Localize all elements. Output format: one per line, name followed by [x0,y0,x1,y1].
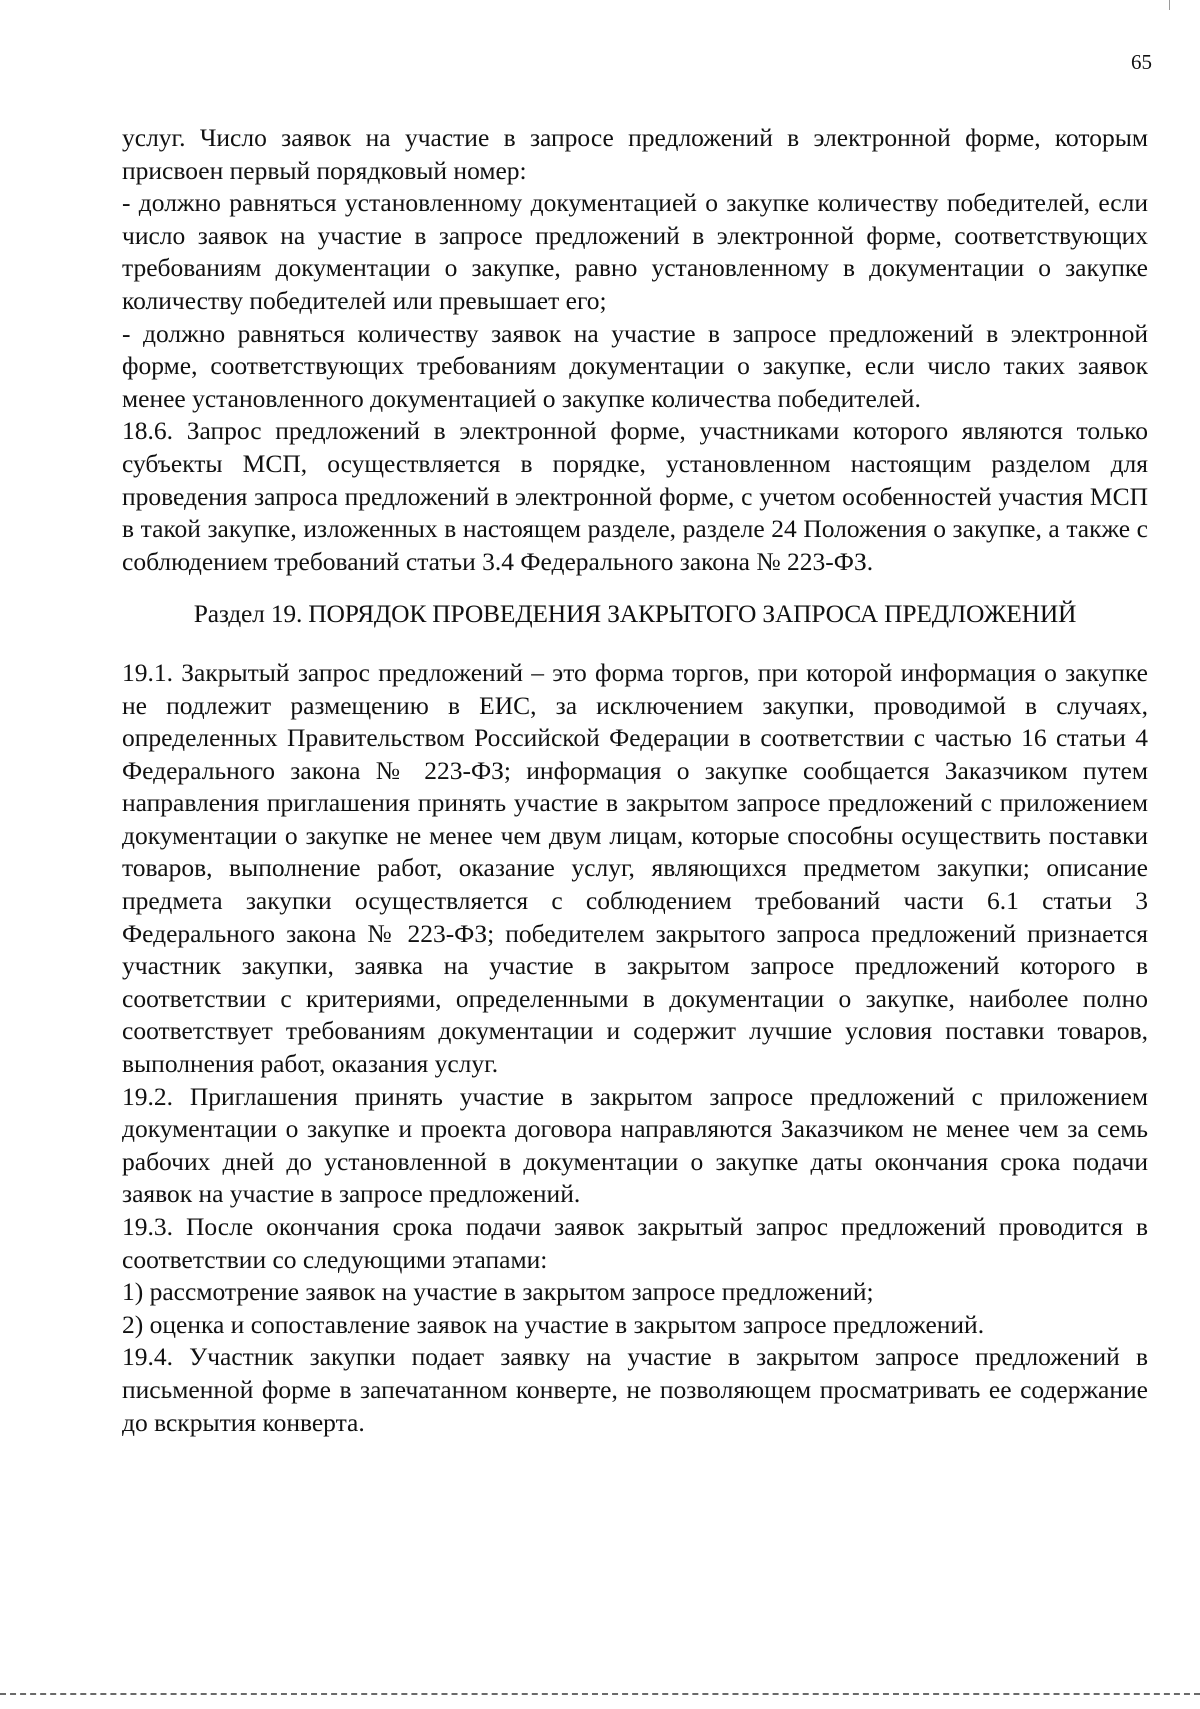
page-number: 65 [1131,50,1152,74]
scan-edge-mark [1169,0,1170,10]
list-item: 1) рассмотрение заявок на участие в закрытом запросе предложений; [122,1277,874,1307]
paragraph: услуг. Число заявок на участие в запросе предложений в электронной форме, которым присвоен первый порядковый номер: [122,123,1148,185]
paragraph-18-6: 18.6. Запрос предложений в электронной форме, участниками которого являются только субъекты МСП, осуществляется в порядке, установленном настоящим разделом для проведения запроса предложений в электронной форме, с учетом особенностей участия МСП в такой закупке, изложенных в настоящем разделе, разделе 24 Положения о закупке, а также с соблюдением требований статьи 3.4 Федерального закона № 223-ФЗ. [122,416,1148,576]
list-item: - должно равняться установленному документацией о закупке количеству победителей, если число заявок на участие в запросе предложений в электронной форме, соответствующих требованиям документации о закупке, равно установленному в документации о закупке количеству победителей или превышает его; [122,188,1148,315]
list-item: 2) оценка и сопоставление заявок на участие в закрытом запросе предложений. [122,1309,985,1339]
scan-bottom-edge [0,1693,1200,1695]
section-heading: Раздел 19. ПОРЯДОК ПРОВЕДЕНИЯ ЗАКРЫТОГО ЗАПРОСА ПРЕДЛОЖЕНИЙ [193,599,1077,629]
document-body [122,122,1148,1439]
list-item: - должно равняться количеству заявок на участие в запросе предложений в электронной форме, соответствующих требованиям документации о закупке, если число таких заявок менее установленного документацией о закупке количества победителей. [122,318,1148,413]
paragraph-19-2: 19.2. Приглашения принять участие в закрытом запросе предложений с приложением документации о закупке и проекта договора направляются Заказчиком не менее чем за семь рабочих дней до установленной в документации о закупке даты окончания срока подачи заявок на участие в запросе предложений. [122,1081,1148,1209]
paragraph-19-3: 19.3. После окончания срока подачи заявок закрытый запрос предложений проводится в соответствии со следующими этапами: [122,1212,1148,1274]
paragraph-19-1: 19.1. Закрытый запрос предложений – это форма торгов, при которой информация о закупке не подлежит размещению в ЕИС, за исключением закупки, проводимой в случаях, определенных Правительством Российской Федерации в соответствии с частью 16 статьи 4 Федерального закона № 223-ФЗ; информация о закупке сообщается Заказчиком путем направления приглашения принять участие в закрытом запросе предложений с приложением документации о закупке не менее чем двум лицам, которые способны осуществить поставки товаров, выполнение работ, оказание услуг, являющихся предметом закупки; описание предмета закупки осуществляется с соблюдением требований части 6.1 статьи 3 Федерального закона № 223-ФЗ; победителем закрытого запроса предложений признается участник закупки, заявка на участие в закрытом запросе предложений которого в соответствии с критериями, определенными в документации о закупке, наиболее полно соответствует требованиям документации и содержит лучшие условия поставки товаров, выполнения работ, оказания услуг. [122,657,1148,1079]
paragraph-19-4: 19.4. Участник закупки подает заявку на участие в закрытом запросе предложений в письменной форме в запечатанном конверте, не позволяющем просматривать ее содержание до вскрытия конверта. [122,1342,1148,1437]
